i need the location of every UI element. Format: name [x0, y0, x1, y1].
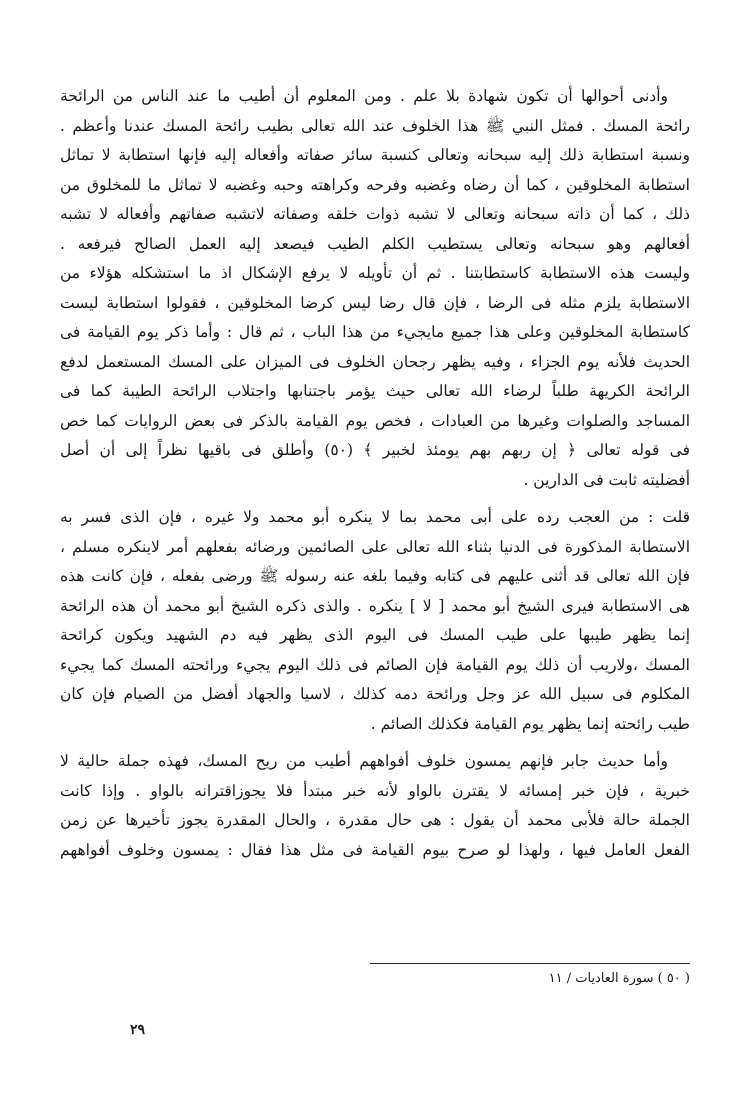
text-line: الاستطابة المذكورة فى الدنيا بثناء الله تعالى على الصائمين ورضائه بفعلهم أمر لاينكره مسلم ،	[60, 537, 690, 556]
text-line: فإن الله تعالى قد أثنى عليهم فى كتابه وفيما بلغه عنه رسوله ﷺ ورضى بفعله ، فإن كانت هذه	[60, 567, 690, 585]
text-line: طيب رائحته إنما يظهر يوم القيامة فكذلك الصائم .	[370, 714, 690, 733]
text-line: فى قوله تعالى ﴿ إن ربهم بهم يومئذ لخبير ﴾ (٥٠) وأطلق فى باقيها نظراً إلى أن أصل	[60, 441, 690, 459]
text-line: الرائحة الكريهة طلباً لرضاء الله تعالى حيث يؤمر باجتنابها واجتلاب الرائحة الطيبة كما فى	[60, 382, 690, 400]
text-line: المسك ،ولاريب أن ذلك يوم القيامة فإن الصائم فى ذلك اليوم يجيء ورائحته المسك كما يجيء	[60, 655, 690, 674]
text-line: ذلك ، كما أن ذاته سبحانه وتعالى لا تشبه ذوات خلقه وصفاته لاتشبه صفاتهم وأفعاله لا تشبه	[60, 205, 690, 223]
text-line: الاستطابة يلزم مثله فى الرضا ، فإن قال رضا ليس كرضا المخلوقين ، فقولوا استطابة ليست	[60, 293, 690, 312]
text-line: رائحة المسك . فمثل النبي ﷺ هذا الخلوف عند الله تعالى بطيب رائحة المسك عندنا وأعظم .	[60, 116, 690, 135]
body-text	[60, 82, 690, 865]
text-line: وأما حديث جابر فإنهم يمسون خلوف أفواههم أطيب من ريح المسك، فهذه جملة حالية لا	[60, 752, 668, 770]
text-line: وليست هذه الاستطابة كاستطابتنا . ثم أن تأويله لا يرفع الإشكال اذ ما استشكله هؤلاء من	[60, 264, 690, 282]
text-line: خبرية ، فإن خبر إمسائه لا يقترن بالواو لأنه خبر مبتدأ فلا يجوزاقترانه بالواو . وإذا كانت	[60, 781, 690, 800]
text-line: وأدنى أحوالها أن تكون شهادة بلا علم . ومن المعلوم أن أطيب ما عند الناس من الرائحة	[60, 87, 668, 105]
page-number: ٢٩	[130, 1022, 146, 1038]
paragraph-3	[60, 747, 690, 865]
footnote-divider	[370, 963, 690, 964]
text-line: أفضليته ثابت فى الدارين .	[523, 470, 690, 489]
text-line: كاستطابة المخلوقين وعلى هذا جميع مايجيء من هذا الباب ، ثم قال : وأما ذكر يوم القيامة فى	[60, 323, 690, 341]
paragraph-1	[60, 82, 690, 495]
paragraph-2	[60, 503, 690, 739]
text-line: قلت : من العجب رده على أبى محمد بما لا ينكره أبو محمد ولا غيره ، فإن الذى فسر به	[60, 508, 690, 526]
text-line: استطابة المخلوقين ، كما أن رضاه وغضبه وفرحه وكراهته وحبه وغضبه لا تماثل ما للمخلوق من	[60, 175, 690, 194]
text-line: المكلوم فى سبيل الله عز وجل ورائحة دمه كذلك ، لاسيا والجهاد أفضل من الصيام فإن كان	[60, 685, 690, 703]
footnote: ( ٥٠ ) سورة العاديات / ١١	[548, 971, 690, 986]
text-line: هى الاستطابة فيرى الشيخ أبو محمد [ لا ] ينكره . والذى ذكره الشيخ أبو محمد أن هذه الرائحة	[60, 596, 690, 615]
text-line: إنما يظهر طيبها على طيب المسك فى اليوم الذى يظهر فيه دم الشهيد ويكون كرائحة	[60, 626, 690, 644]
text-line: ونسبة استطابة ذلك إليه سبحانه وتعالى كنسبة سائر صفاته وأفعاله إليه فإنها استطابة لا تماثل	[60, 146, 690, 164]
text-line: الجملة حالة فلأبى محمد أن يقول : هى حال مقدرة ، والحال المقدرة يجوز تأخيرها عن زمن	[60, 811, 690, 829]
text-line: أفعالهم وهو سبحانه وتعالى يستطيب الكلم الطيب فيصعد إليه العمل الصالح فيرفعه .	[60, 234, 690, 253]
text-line: الفعل العامل فيها ، ولهذا لو صرح بيوم القيامة فى مثل هذا فقال : يمسون وخلوف أفواههم	[60, 840, 690, 859]
text-line: الحديث فلأنه يوم الجزاء ، وفيه يظهر رجحان الخلوف فى الميزان على المسك المستعمل لدفع	[60, 352, 690, 371]
text-line: المساجد والصلوات وغيرها من العبادات ، فخص يوم القيامة بالذكر فى بعض الروايات كما خص	[60, 411, 690, 430]
